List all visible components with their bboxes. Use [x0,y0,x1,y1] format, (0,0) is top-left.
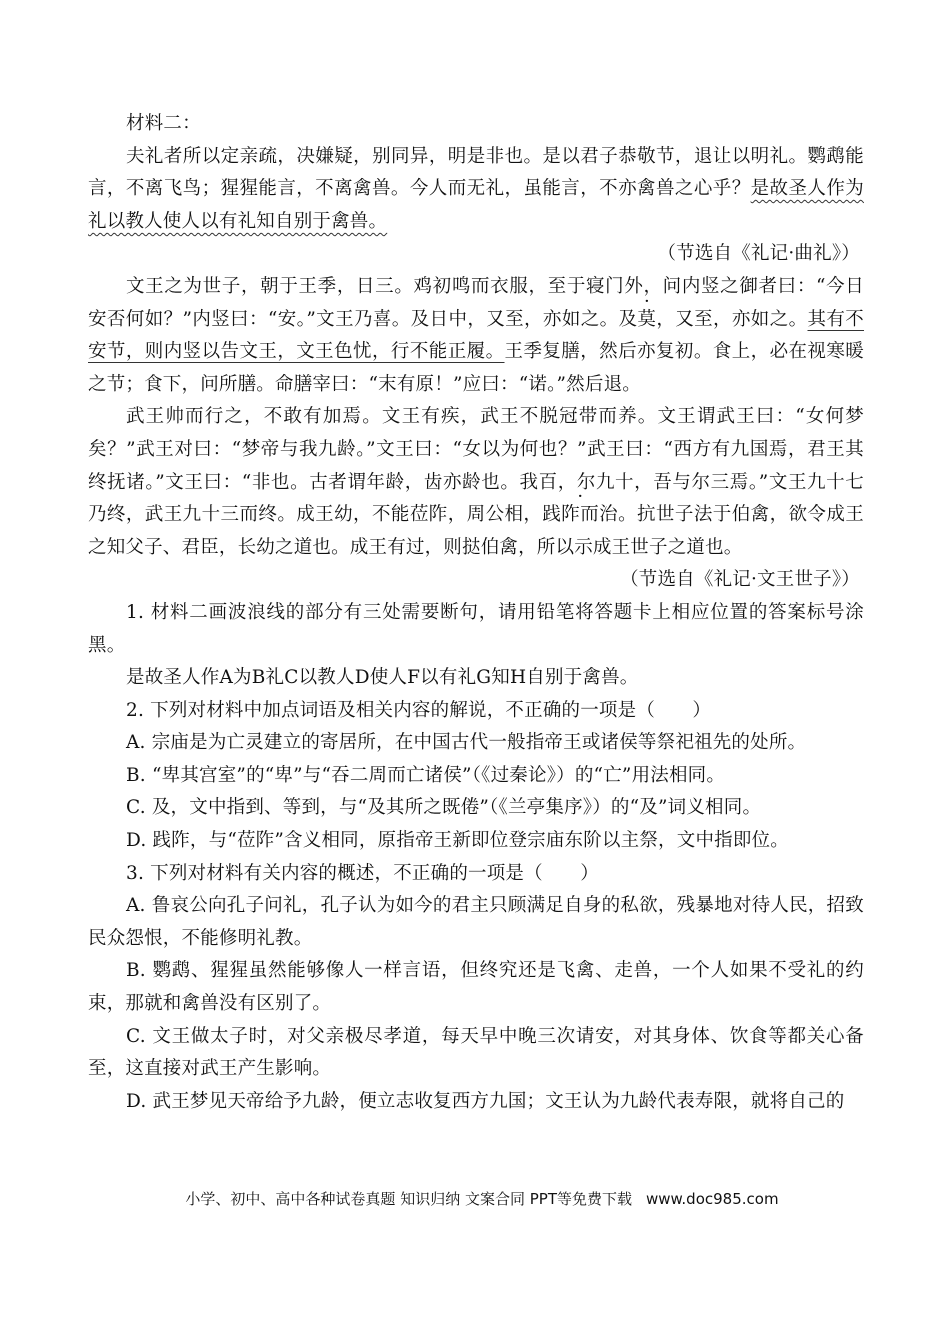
material-heading: 材料二： [126,113,201,134]
question-2-option-d: D. 践阼，与“莅阼”含义相同，原指帝王新即位登宗庙东阶以主祭，文中指即位。 [126,830,789,852]
footer-site-link[interactable]: www.doc985.com [645,1190,779,1208]
source-citation-1: （节选自《礼记·曲礼》） [657,243,860,265]
p3-text-b: 而治。抗世子法于伯禽，欲令成王之知父子、君臣，长幼之道也。成王有过，则挞伯禽，所以示成王世子之道也。 [88,504,864,558]
material2-paragraph-3 [88,401,864,564]
question-1: 1. 材料二画波浪线的部分有三处需要断句，请用铅笔将答题卡上相应位置的答案标号涂黑。 [88,601,864,656]
dotted-word-jianzuo: 践阼 [542,504,581,526]
material2-paragraph-1 [88,141,864,239]
question-3: 3. 下列对材料有关内容的概述，不正确的一项是（ ） [126,862,599,884]
p3-text-a: 武王帅而行之，不敢有加焉。文王有疾，武王不脱冠带而养。文王谓武王曰：“女何梦矣？”武王对曰：“梦帝与我九龄。”文王曰：“女以为何也？”武王曰：“西方有九国焉，君王其终抚诸。”文王曰：“非也。古者谓年龄，齿亦龄也。我百，尔九十，吾与尔三焉。”文王九十七乃终，武王九十三而终。成王幼，不能莅阼，周公相， [88,406,864,526]
page-footer [0,1188,950,1209]
p2-text-c: 王季复膳，然后亦复初。食上，必在视寒暖之节；食下，问所膳。命膳宰曰：“末有原！”应曰：“诺。”然后退。 [88,341,864,395]
question-3-option-b: B. 鹦鹉、猩猩虽然能够像人一样言语，但终究还是飞禽、走兽，一个人如果不受礼的约束，那就和禽兽没有区别了。 [88,960,864,1015]
material2-paragraph-2 [88,271,864,401]
dotted-word-ji: 及 [618,308,638,330]
question-2: 2. 下列对材料中加点词语及相关内容的解说，不正确的一项是（ ） [126,699,712,721]
question-2-option-c: C. 及，文中指到、等到，与“及其所之既倦”（《兰亭集序》）的“及”词义相同。 [126,797,762,819]
p2-text-b: 莫，又至，亦如之。 [637,308,808,330]
question-3-option-a: A. 鲁哀公向孔子问礼，孔子认为如今的君主只顾满足自身的私欲，残暴地对待人民，招致民众怨恨，不能修明礼教。 [88,895,864,949]
footer-text: 小学、初中、高中各种试卷真题 知识归纳 文案合同 PPT等免费下载 [185,1190,632,1208]
p2-text-a: 文王之为世子，朝于王季，日三。鸡初鸣而衣服，至于寝门外，问内竖之御者曰：“今日安否何如？”内竖曰：“安。”文王乃喜。及日中，又至，亦如之。 [88,275,864,330]
question-2-option-a: A. 宗庙是为亡灵建立的寄居所，在中国古代一般指帝王或诸侯等祭祀祖先的处所。 [126,732,807,754]
question-2-option-b: B. “卑其宫室”的“卑”与“吞二周而亡诸侯”（《过秦论》）的“亡”用法相同。 [126,764,726,786]
wavy-underlined-sentence: 是故圣人作为礼以教人使人以有礼知自别于禽兽。 [88,178,864,232]
question-3-option-d: D. 武王梦见天帝给予九龄，便立志收复西方九国；文王认为九龄代表寿限，就将自己的 [126,1090,845,1112]
p1-text: 夫礼者所以定亲疏，决嫌疑，别同异，明是非也。是以君子恭敬节，退让以明礼。鹦鹉能言，不离飞鸟；猩猩能言，不离禽兽。今人而无礼，虽能言，不亦禽兽之心乎？ [88,145,864,200]
question-1-sentence: 是故圣人作A为B礼C以教人D使人F以有礼G知H自别于禽兽。 [126,667,639,689]
question-3-option-c: C. 文王做太子时，对父亲极尽孝道，每天早中晚三次请安，对其身体、饮食等都关心备至，这直接对武王产生影响。 [88,1025,864,1080]
source-citation-2: （节选自《礼记·文王世子》） [620,569,860,591]
document-page [88,108,864,1118]
underlined-sentence: 其有不安节，则内竖以告文王，文王色忧，行不能正履。 [88,308,864,363]
